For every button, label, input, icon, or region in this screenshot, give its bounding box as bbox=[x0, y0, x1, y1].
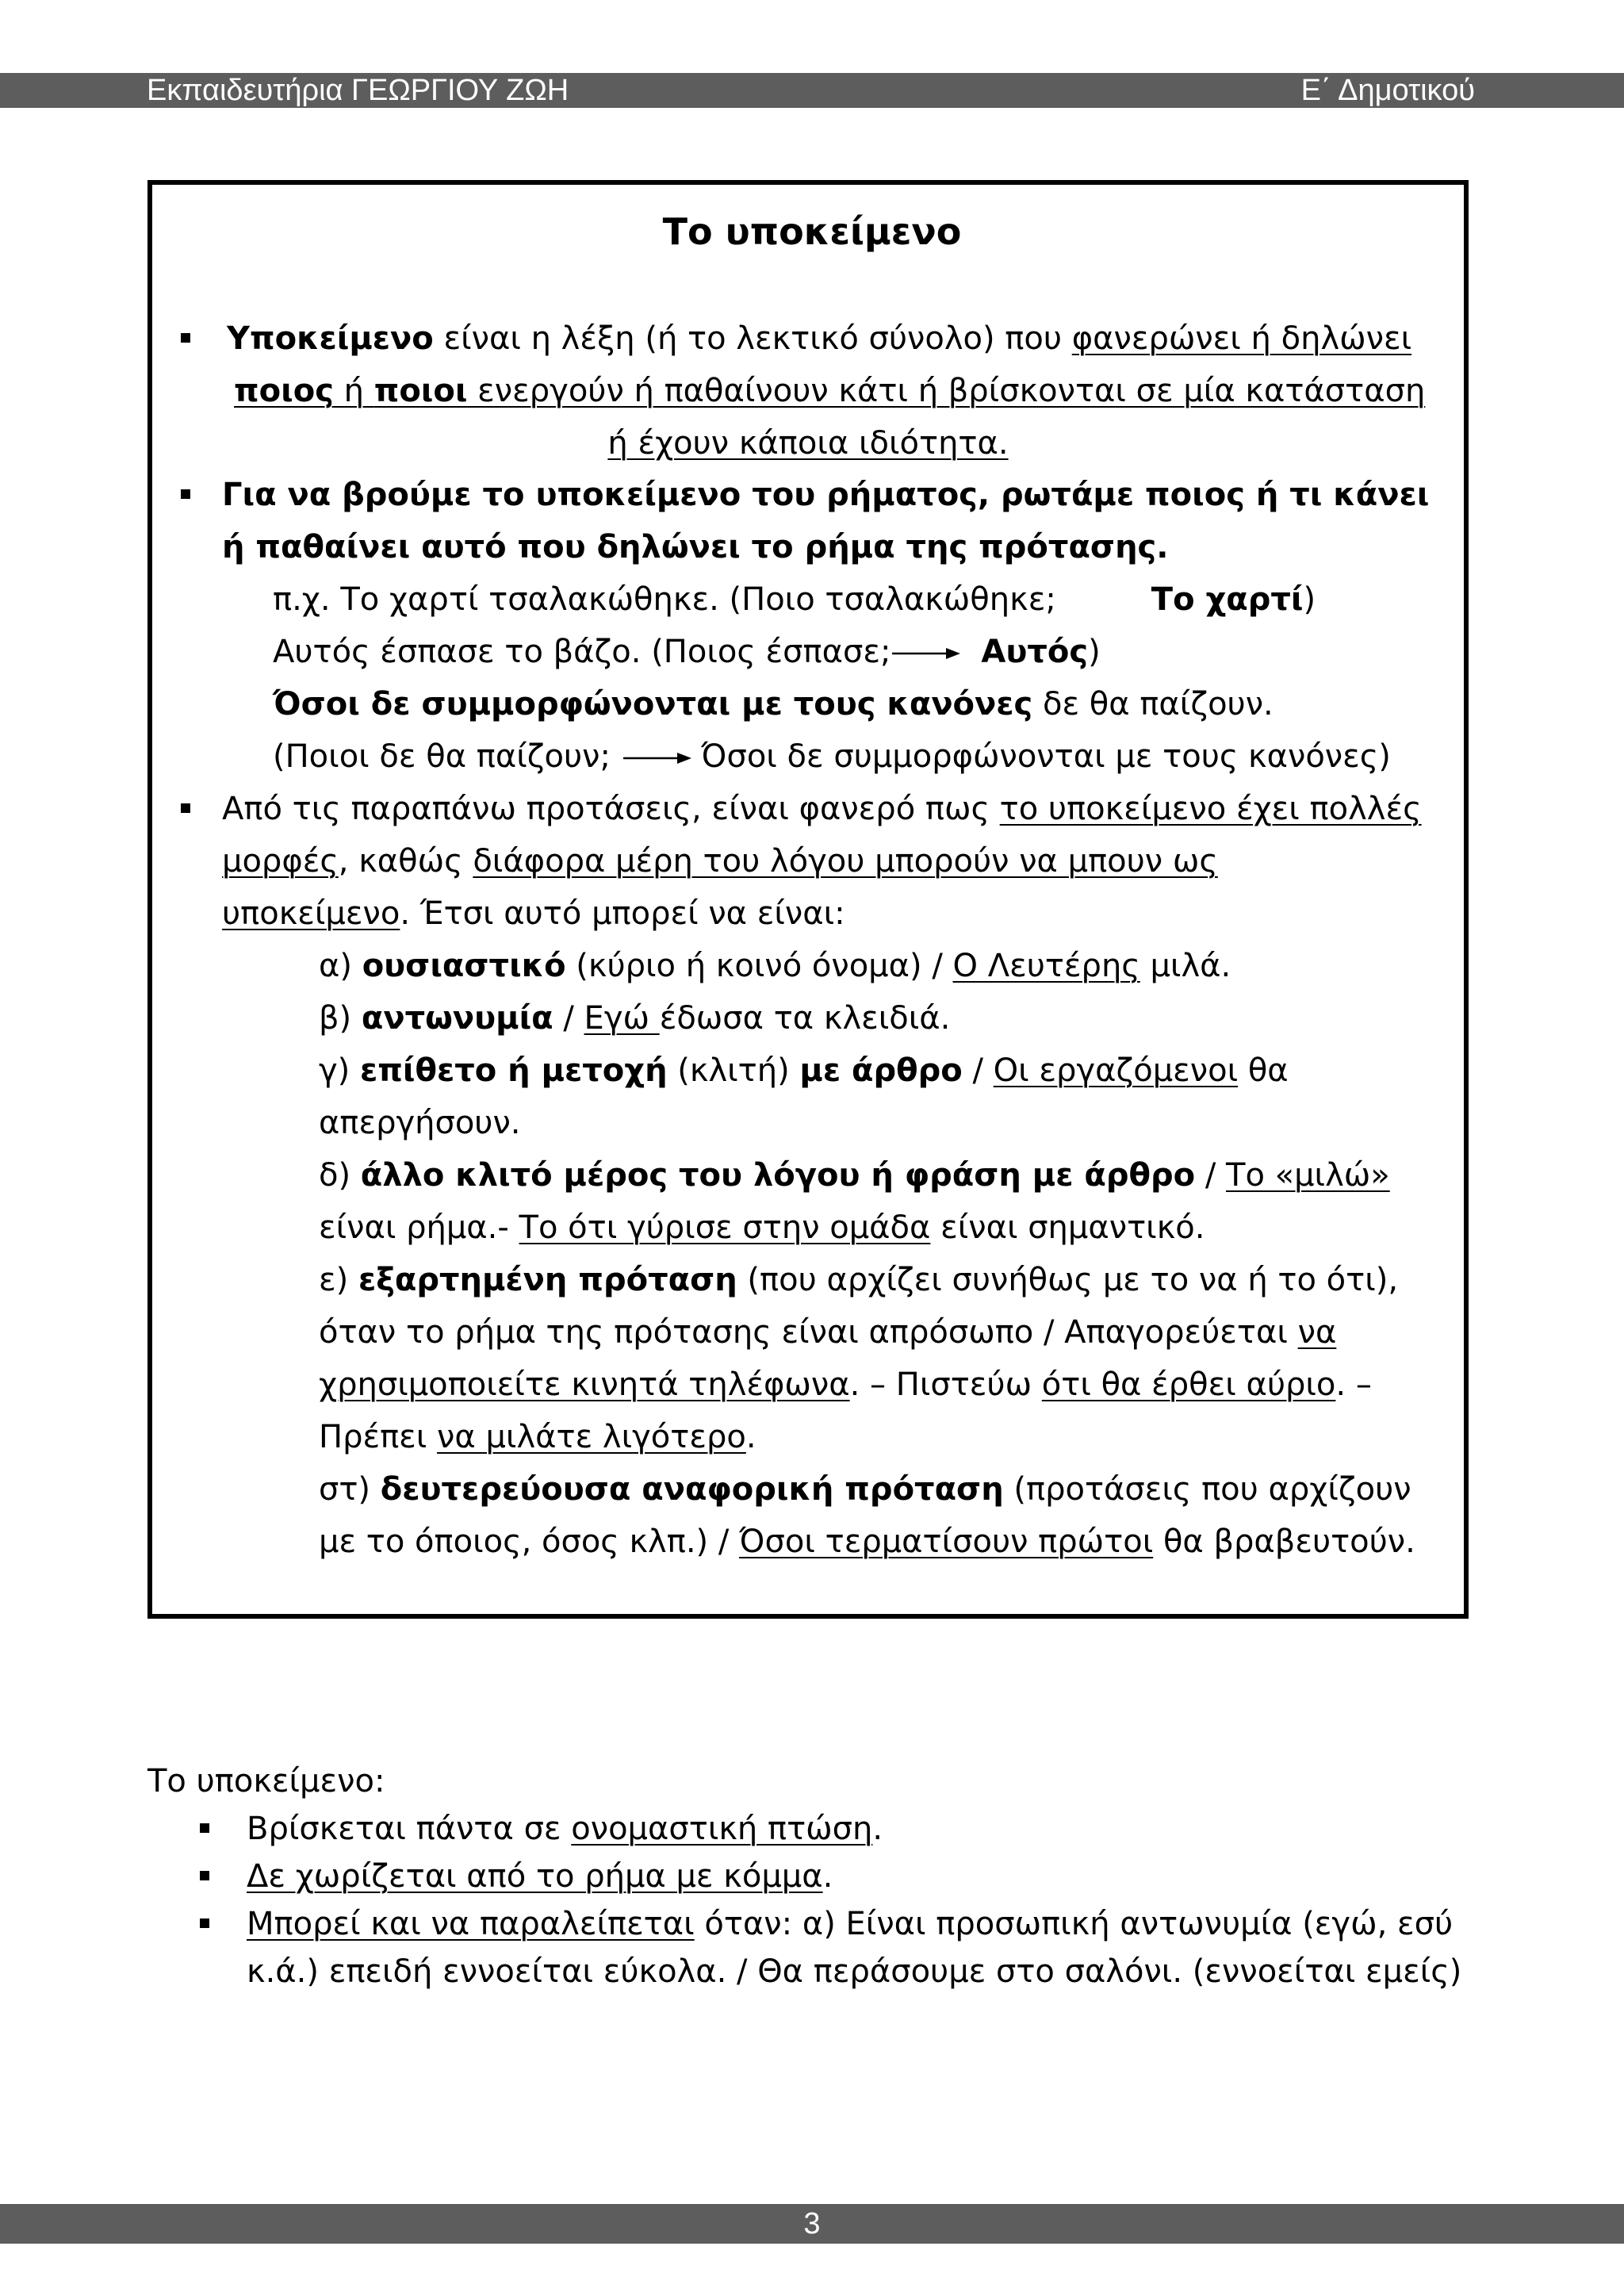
bold-text: άλλο κλιτό μέρος του λόγου ή φράση με άρθρο bbox=[360, 1157, 1196, 1194]
underlined-text: ονομαστική πτώση bbox=[571, 1811, 873, 1847]
form-b bbox=[319, 992, 950, 1045]
text: α) bbox=[319, 948, 362, 984]
bold-poios: ποιος bbox=[234, 373, 334, 409]
text: (που αρχίζει συνήθως με το να ή το ότι), bbox=[737, 1262, 1399, 1298]
form-d bbox=[319, 1149, 1390, 1202]
definition-line-3 bbox=[147, 417, 1469, 470]
arrow-icon bbox=[891, 646, 962, 661]
text: είναι η λέξη (ή το λεκτικό σύνολο) που bbox=[433, 320, 1072, 357]
text: . Έτσι αυτό μπορεί να είναι: bbox=[400, 895, 845, 932]
form-f-line-2 bbox=[319, 1516, 1415, 1568]
bullet-icon bbox=[181, 333, 190, 343]
underlined-text: το υποκείμενο έχει πολλές bbox=[999, 791, 1422, 827]
text: β) bbox=[319, 1000, 362, 1037]
underlined-text: ή bbox=[333, 373, 374, 409]
text: θα bbox=[1238, 1052, 1289, 1089]
form-e-line-2 bbox=[319, 1306, 1336, 1359]
bold-text: Όσοι δε συμμορφώνονται με τους κανόνες bbox=[273, 686, 1033, 723]
answer: Όσοι δε συμμορφώνονται με τους κανόνες) bbox=[700, 738, 1391, 775]
underlined-text: Εγώ bbox=[584, 1000, 660, 1037]
text: δε θα παίζουν. bbox=[1032, 686, 1274, 723]
bold-text: αντωνυμία bbox=[361, 1000, 553, 1037]
form-e-line-3 bbox=[319, 1359, 1372, 1411]
text: γ) bbox=[319, 1052, 360, 1089]
text: . bbox=[872, 1811, 883, 1847]
text: θα βραβευτούν. bbox=[1153, 1524, 1415, 1560]
text: με το όποιος, όσος κλπ.) / bbox=[319, 1524, 740, 1560]
page-footer bbox=[0, 2204, 1624, 2244]
text: (κύριο ή κοινό όνομα) / bbox=[565, 948, 953, 984]
underlined-text: Το «μιλώ» bbox=[1226, 1157, 1390, 1194]
text: . bbox=[745, 1419, 756, 1455]
underlined-text: μορφές bbox=[222, 843, 339, 880]
arrow-icon bbox=[622, 750, 693, 766]
bold-text: επίθετο ή μετοχή bbox=[360, 1052, 668, 1089]
bullet-icon bbox=[200, 1918, 209, 1928]
box-title: Το υποκείμενο bbox=[662, 210, 962, 253]
underlined-text: χρησιμοποιείτε κινητά τηλέφωνα bbox=[319, 1366, 850, 1403]
definition-line-1 bbox=[227, 312, 1411, 365]
text: είναι ρήμα.- bbox=[319, 1209, 519, 1246]
text: όταν: α) Είναι προσωπική αντωνυμία (εγώ, εσύ bbox=[694, 1906, 1454, 1942]
bold-poioi: ποιοι bbox=[373, 373, 468, 409]
text: . bbox=[822, 1858, 833, 1895]
page-number: 3 bbox=[803, 2207, 821, 2240]
text: ) bbox=[1303, 581, 1316, 618]
underlined-text: Μπορεί και να παραλείπεται bbox=[247, 1906, 695, 1942]
rule-line-2: ή παθαίνει αυτό που δηλώνει το ρήμα της πρότασης. bbox=[222, 529, 1169, 565]
form-c bbox=[319, 1045, 1289, 1097]
underlined-text: ότι θα έρθει αύριο bbox=[1041, 1366, 1336, 1403]
header-grade: Ε΄ Δημοτικού bbox=[1300, 74, 1475, 107]
text: έδωσα τα κλειδιά. bbox=[659, 1000, 951, 1037]
rule-line-1: Για να βρούμε το υποκείμενο του ρήματος, ρωτάμε ποιος ή τι κάνει bbox=[222, 477, 1430, 513]
underlined-text: Οι εργαζόμενοι bbox=[993, 1052, 1239, 1089]
text: / bbox=[1195, 1157, 1227, 1194]
page-header bbox=[0, 73, 1624, 108]
text: π.χ. Το χαρτί τσαλακώθηκε. (Ποιο τσαλακώθηκε; bbox=[273, 581, 1056, 618]
text: Πρέπει bbox=[319, 1419, 438, 1455]
bullet-icon bbox=[200, 1823, 209, 1833]
term-subject: Υποκείμενο bbox=[227, 320, 434, 357]
bold-text: με άρθρο bbox=[799, 1052, 963, 1089]
text: , καθώς bbox=[338, 843, 473, 880]
underlined-text: φανερώνει ή δηλώνει bbox=[1071, 320, 1412, 357]
form-e bbox=[319, 1254, 1398, 1306]
text: Αυτός έσπασε το βάζο. (Ποιος έσπασε; bbox=[273, 634, 891, 670]
bullet-icon bbox=[200, 1871, 209, 1880]
form-d-line-2 bbox=[319, 1202, 1205, 1254]
form-c-line-2: απεργήσουν. bbox=[319, 1105, 521, 1141]
answer: Αυτός bbox=[981, 634, 1089, 670]
form-f bbox=[319, 1463, 1411, 1516]
text: όταν το ρήμα της πρότασης είναι απρόσωπο / Απαγορεύεται bbox=[319, 1314, 1298, 1351]
underlined-text: διάφορα μέρη του λόγου μπορούν να μπουν ως bbox=[473, 843, 1218, 880]
text: Από τις παραπάνω προτάσεις, είναι φανερό πως bbox=[222, 791, 1000, 827]
note-2 bbox=[247, 1850, 833, 1903]
forms-intro-line-2 bbox=[222, 835, 1218, 887]
text: . – bbox=[1335, 1366, 1372, 1403]
text: . – Πιστεύω bbox=[849, 1366, 1042, 1403]
example-2 bbox=[273, 626, 1101, 678]
underlined-text: ενεργούν ή παθαίνουν κάτι ή βρίσκονται σε μία κατάσταση bbox=[467, 373, 1426, 409]
note-3 bbox=[247, 1898, 1453, 1950]
example-4 bbox=[273, 730, 1391, 783]
bullet-icon bbox=[181, 489, 190, 499]
header-school-name: Εκπαιδευτήρια ΓΕΩΡΓΙΟΥ ΖΩΗ bbox=[147, 74, 569, 107]
bold-text: ουσιαστικό bbox=[362, 948, 566, 984]
text: είναι σημαντικό. bbox=[930, 1209, 1205, 1246]
text: (προτάσεις που αρχίζουν bbox=[1003, 1471, 1411, 1508]
example-1 bbox=[273, 573, 1316, 626]
underlined-text: να bbox=[1297, 1314, 1337, 1351]
bold-text: εξαρτημένη πρόταση bbox=[358, 1262, 737, 1298]
underlined-text: ή έχουν κάποια ιδιότητα. bbox=[607, 425, 1009, 462]
text: μιλά. bbox=[1139, 948, 1231, 984]
text: Βρίσκεται πάντα σε bbox=[247, 1811, 572, 1847]
bullet-icon bbox=[181, 803, 190, 813]
text: στ) bbox=[319, 1471, 381, 1508]
text: (Ποιοι δε θα παίζουν; bbox=[273, 738, 611, 775]
forms-intro-line-1 bbox=[222, 783, 1422, 835]
definition-line-2 bbox=[234, 365, 1425, 417]
underlined-text: υποκείμενο bbox=[222, 895, 400, 932]
underlined-text: Όσοι τερματίσουν πρώτοι bbox=[739, 1524, 1154, 1560]
notes-heading: Το υποκείμενο: bbox=[147, 1763, 385, 1800]
form-a bbox=[319, 940, 1231, 992]
underlined-text: Δε χωρίζεται από το ρήμα με κόμμα bbox=[247, 1858, 823, 1895]
text: ) bbox=[1088, 634, 1101, 670]
text: ε) bbox=[319, 1262, 358, 1298]
text: δ) bbox=[319, 1157, 361, 1194]
bold-text: δευτερεύουσα αναφορική πρόταση bbox=[380, 1471, 1004, 1508]
forms-intro-line-3 bbox=[222, 887, 845, 940]
text: / bbox=[553, 1000, 584, 1037]
note-1 bbox=[247, 1803, 883, 1855]
note-3-line-2: κ.ά.) επειδή εννοείται εύκολα. / Θα περάσουμε στο σαλόνι. (εννοείται εμείς) bbox=[247, 1953, 1462, 1990]
example-3 bbox=[273, 678, 1274, 730]
underlined-text: Ο Λευτέρης bbox=[952, 948, 1140, 984]
underlined-text: Το ότι γύρισε στην ομάδα bbox=[519, 1209, 931, 1246]
form-e-line-4 bbox=[319, 1411, 756, 1463]
underlined-text: να μιλάτε λιγότερο bbox=[437, 1419, 746, 1455]
answer: Το χαρτί bbox=[1151, 581, 1304, 618]
text: / bbox=[962, 1052, 994, 1089]
text: (κλιτή) bbox=[667, 1052, 800, 1089]
